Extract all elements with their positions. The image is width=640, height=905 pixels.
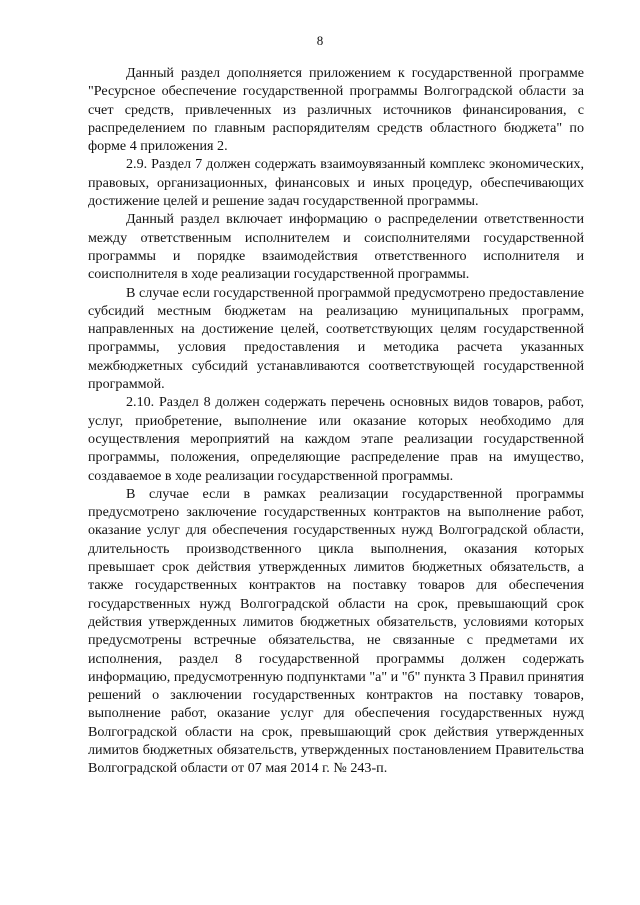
paragraph-contracts: В случае если в рамках реализации государственной программы предусмотрено заключение государственных контрактов на выполнение работ, оказание услуг для обеспечения государственных нужд Волгоградской области, длительность производственного цикла выполнения, оказания которых превышает срок действия утвержденных лимитов бюджетных обязательств, а также государственных контрактов на поставку товаров для обеспечения государственных нужд Волгоградской области на срок, превышающий срок действия утвержденных лимитов бюджетных обязательств, условиями которых предусмотрены встречные обязательства, не связанные с предметами их исполнения, раздел 8 государственной программы должен содержать информацию, предусмотренную подпунктами "а" и "б" пункта 3 Правил принятия решений о заключении государственных контрактов на поставку товаров, выполнение работ, оказание услуг для обеспечения государственных нужд Волгоградской области на срок, превышающий срок действия утвержденных лимитов бюджетных обязательств, утвержденных постановлением Правительства Волгоградской области от 07 мая 2014 г. № 243-п. — [88, 485, 584, 777]
paragraph-2-9: 2.9. Раздел 7 должен содержать взаимоувязанный комплекс экономических, правовых, организационных, финансовых и иных процедур, обеспечивающих достижение целей и решение задач государственной программы. — [88, 156, 584, 210]
paragraph-responsibility: Данный раздел включает информацию о распределении ответственности между ответственным исполнителем и соисполнителями государственной программы и порядке взаимодействия ответственного исполнителя и соисполнителя в ходе реализации государственной программы. — [88, 211, 584, 283]
paragraph-section-attachment: Данный раздел дополняется приложением к государственной программе "Ресурсное обеспечение государственной программы Волгоградской области за счет средств, привлеченных из различных источников финансирования, с распределением по главным распорядителям средств областного бюджета" по форме 4 приложения 2. — [88, 65, 584, 155]
page-number: 8 — [316, 33, 324, 48]
paragraph-subsidies: В случае если государственной программой предусмотрено предоставление субсидий местным бюджетам на реализацию муниципальных программ, направленных на достижение целей, соответствующих целям государственной программы, условия предоставления и методика расчета указанных межбюджетных субсидий устанавливаются соответствующей государственной программой. — [88, 284, 584, 393]
body-text — [88, 64, 584, 778]
paragraph-2-10: 2.10. Раздел 8 должен содержать перечень основных видов товаров, работ, услуг, приобретение, выполнение или оказание которых необходимо для осуществления мероприятий на каждом этапе реализации государственной программы, положения, определяющие распределение прав на имущество, создаваемое в ходе реализации государственной программы. — [88, 394, 584, 484]
